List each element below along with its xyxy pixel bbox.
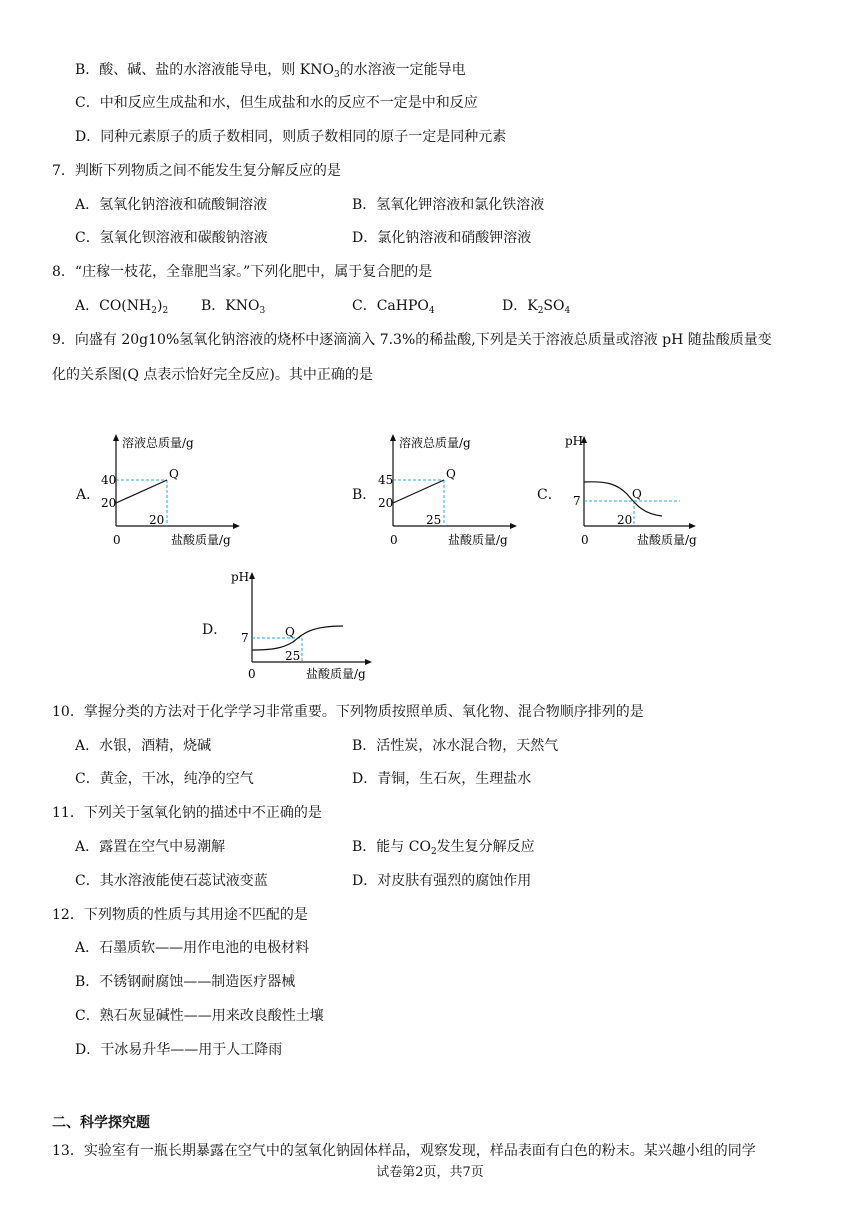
section-title: 二、科学探究题 xyxy=(52,1115,150,1131)
graph-b-y-top: 45 xyxy=(378,473,394,487)
graph-b-x-q: 25 xyxy=(426,513,442,527)
q11-option-c: C．其水溶液能使石蕊试液变蓝 xyxy=(75,873,268,889)
graph-b xyxy=(373,432,533,550)
q7-option-b: B．氢氧化钾溶液和氯化铁溶液 xyxy=(352,197,545,213)
graph-a-origin: 0 xyxy=(113,533,121,547)
graph-a-x-q: 20 xyxy=(149,513,165,527)
q10-option-d: D．青铜，生石灰，生理盐水 xyxy=(352,771,532,787)
q7-option-c: C．氢氧化钡溶液和碳酸钠溶液 xyxy=(75,230,268,246)
page-footer: 试卷第2页，共7页 xyxy=(376,1165,484,1180)
graph-a-y-top: 40 xyxy=(101,473,117,487)
graph-d-y-mark: 7 xyxy=(241,631,249,645)
graph-a-y-arrow xyxy=(113,434,119,441)
q10-option-c: C．黄金，干冰，纯净的空气 xyxy=(75,771,254,787)
graph-a-y-start: 20 xyxy=(101,496,117,510)
q7-stem: 7．判断下列物质之间不能发生复分解反应的是 xyxy=(52,163,341,179)
q9-stem-line2: 化的关系图(Q 点表示恰好完全反应)。其中正确的是 xyxy=(52,367,373,383)
q8-option-b: B．$KNO_3$ xyxy=(201,298,266,316)
graph-a xyxy=(96,432,256,550)
q10-option-b: B．活性炭，冰水混合物，天然气 xyxy=(352,738,559,754)
q6-option-c: C．中和反应生成盐和水，但生成盐和水的反应不一定是中和反应 xyxy=(75,95,478,111)
q10-option-a: A．水银，酒精，烧碱 xyxy=(75,738,212,754)
graph-c-origin: 0 xyxy=(581,533,589,547)
q9-stem-line1: 9．向盛有 20g10%氢氧化钠溶液的烧杯中逐滴滴入 7.3%的稀盐酸,下列是关于溶液总质量或溶液 pH 随盐酸质量变 xyxy=(52,332,772,348)
graph-b-origin: 0 xyxy=(390,533,398,547)
graph-d-x-label: 盐酸质量/g xyxy=(306,667,366,681)
graph-c-x-arrow xyxy=(689,523,696,529)
graph-c-y-label: pH xyxy=(565,434,584,448)
graph-d-curve xyxy=(252,626,343,650)
graph-d-q-label: Q xyxy=(285,625,295,639)
q7-option-d: D．氯化钠溶液和硝酸钾溶液 xyxy=(352,230,532,246)
q10-stem: 10．掌握分类的方法对于化学学习非常重要。下列物质按照单质、氧化物、混合物顺序排列的是 xyxy=(52,704,644,720)
q11-option-d: D．对皮肤有强烈的腐蚀作用 xyxy=(352,873,532,889)
graph-d-y-label: pH xyxy=(231,570,250,584)
graph-c-y-mark: 7 xyxy=(573,494,581,508)
graph-c-x-q: 20 xyxy=(617,513,633,527)
graph-b-y-label: 溶液总质量/g xyxy=(399,436,471,450)
graph-d-option-label: D． xyxy=(202,622,228,638)
q8-option-a: A．$CO(NH_2)_2$ xyxy=(75,298,169,316)
graph-b-option-label: B． xyxy=(352,487,377,503)
q12-option-a: A．石墨质软——用作电池的电极材料 xyxy=(75,940,310,956)
graph-a-x-label: 盐酸质量/g xyxy=(171,533,231,547)
graph-b-y-arrow xyxy=(390,434,396,441)
q11-stem: 11．下列关于氢氧化钠的描述中不正确的是 xyxy=(52,805,322,821)
graph-b-x-label: 盐酸质量/g xyxy=(448,533,508,547)
graph-a-q-label: Q xyxy=(169,467,179,481)
q12-option-b: B．不锈钢耐腐蚀——制造医疗器械 xyxy=(75,974,296,990)
graph-c-option-label: C． xyxy=(537,487,562,503)
q12-option-d: D．干冰易升华——用于人工降雨 xyxy=(75,1042,283,1058)
q12-option-c: C．熟石灰显碱性——用来改良酸性土壤 xyxy=(75,1008,324,1024)
q7-option-a: A．氢氧化钠溶液和硫酸铜溶液 xyxy=(75,197,268,213)
q11-option-b: B．能与 $CO_2$发生复分解反应 xyxy=(352,839,535,857)
graph-c-curve xyxy=(584,482,662,516)
graph-a-y-label: 溶液总质量/g xyxy=(122,436,194,450)
graph-d-origin: 0 xyxy=(248,667,256,681)
q6-option-b: B．酸、碱、盐的水溶液能导电，则 $KNO_3$的水溶液一定能导电 xyxy=(75,62,466,80)
graph-c xyxy=(562,432,712,550)
q8-option-c: C．CaHPO$_4$ xyxy=(352,298,435,316)
q6-option-d: D．同种元素原子的质子数相同，则质子数相同的原子一定是同种元素 xyxy=(75,129,507,145)
q13-stem: 13．实验室有一瓶长期暴露在空气中的氢氧化钠固体样品，观察发现，样品表面有白色的粉末。某兴趣小组的同学 xyxy=(52,1143,756,1159)
graph-b-q-label: Q xyxy=(446,467,456,481)
graph-d xyxy=(228,566,383,684)
graph-d-x-arrow xyxy=(365,659,372,665)
q8-option-d: D．$K_2SO_4$ xyxy=(502,298,571,316)
q8-stem: 8．“庄稼一枝花，全靠肥当家。”下列化肥中，属于复合肥的是 xyxy=(52,264,433,280)
graph-a-x-arrow xyxy=(233,523,240,529)
graph-c-q-label: Q xyxy=(632,487,642,501)
graph-b-line xyxy=(393,480,444,503)
graph-c-x-label: 盐酸质量/g xyxy=(637,533,697,547)
graph-a-line xyxy=(116,480,167,503)
graph-b-x-arrow xyxy=(510,523,517,529)
graph-a-option-label: A． xyxy=(76,487,101,503)
q12-stem: 12．下列物质的性质与其用途不匹配的是 xyxy=(52,907,308,923)
graph-d-x-q: 25 xyxy=(285,649,301,663)
graph-b-y-start: 20 xyxy=(378,496,394,510)
q11-option-a: A．露置在空气中易潮解 xyxy=(75,839,226,855)
graph-d-y-arrow xyxy=(249,572,255,579)
